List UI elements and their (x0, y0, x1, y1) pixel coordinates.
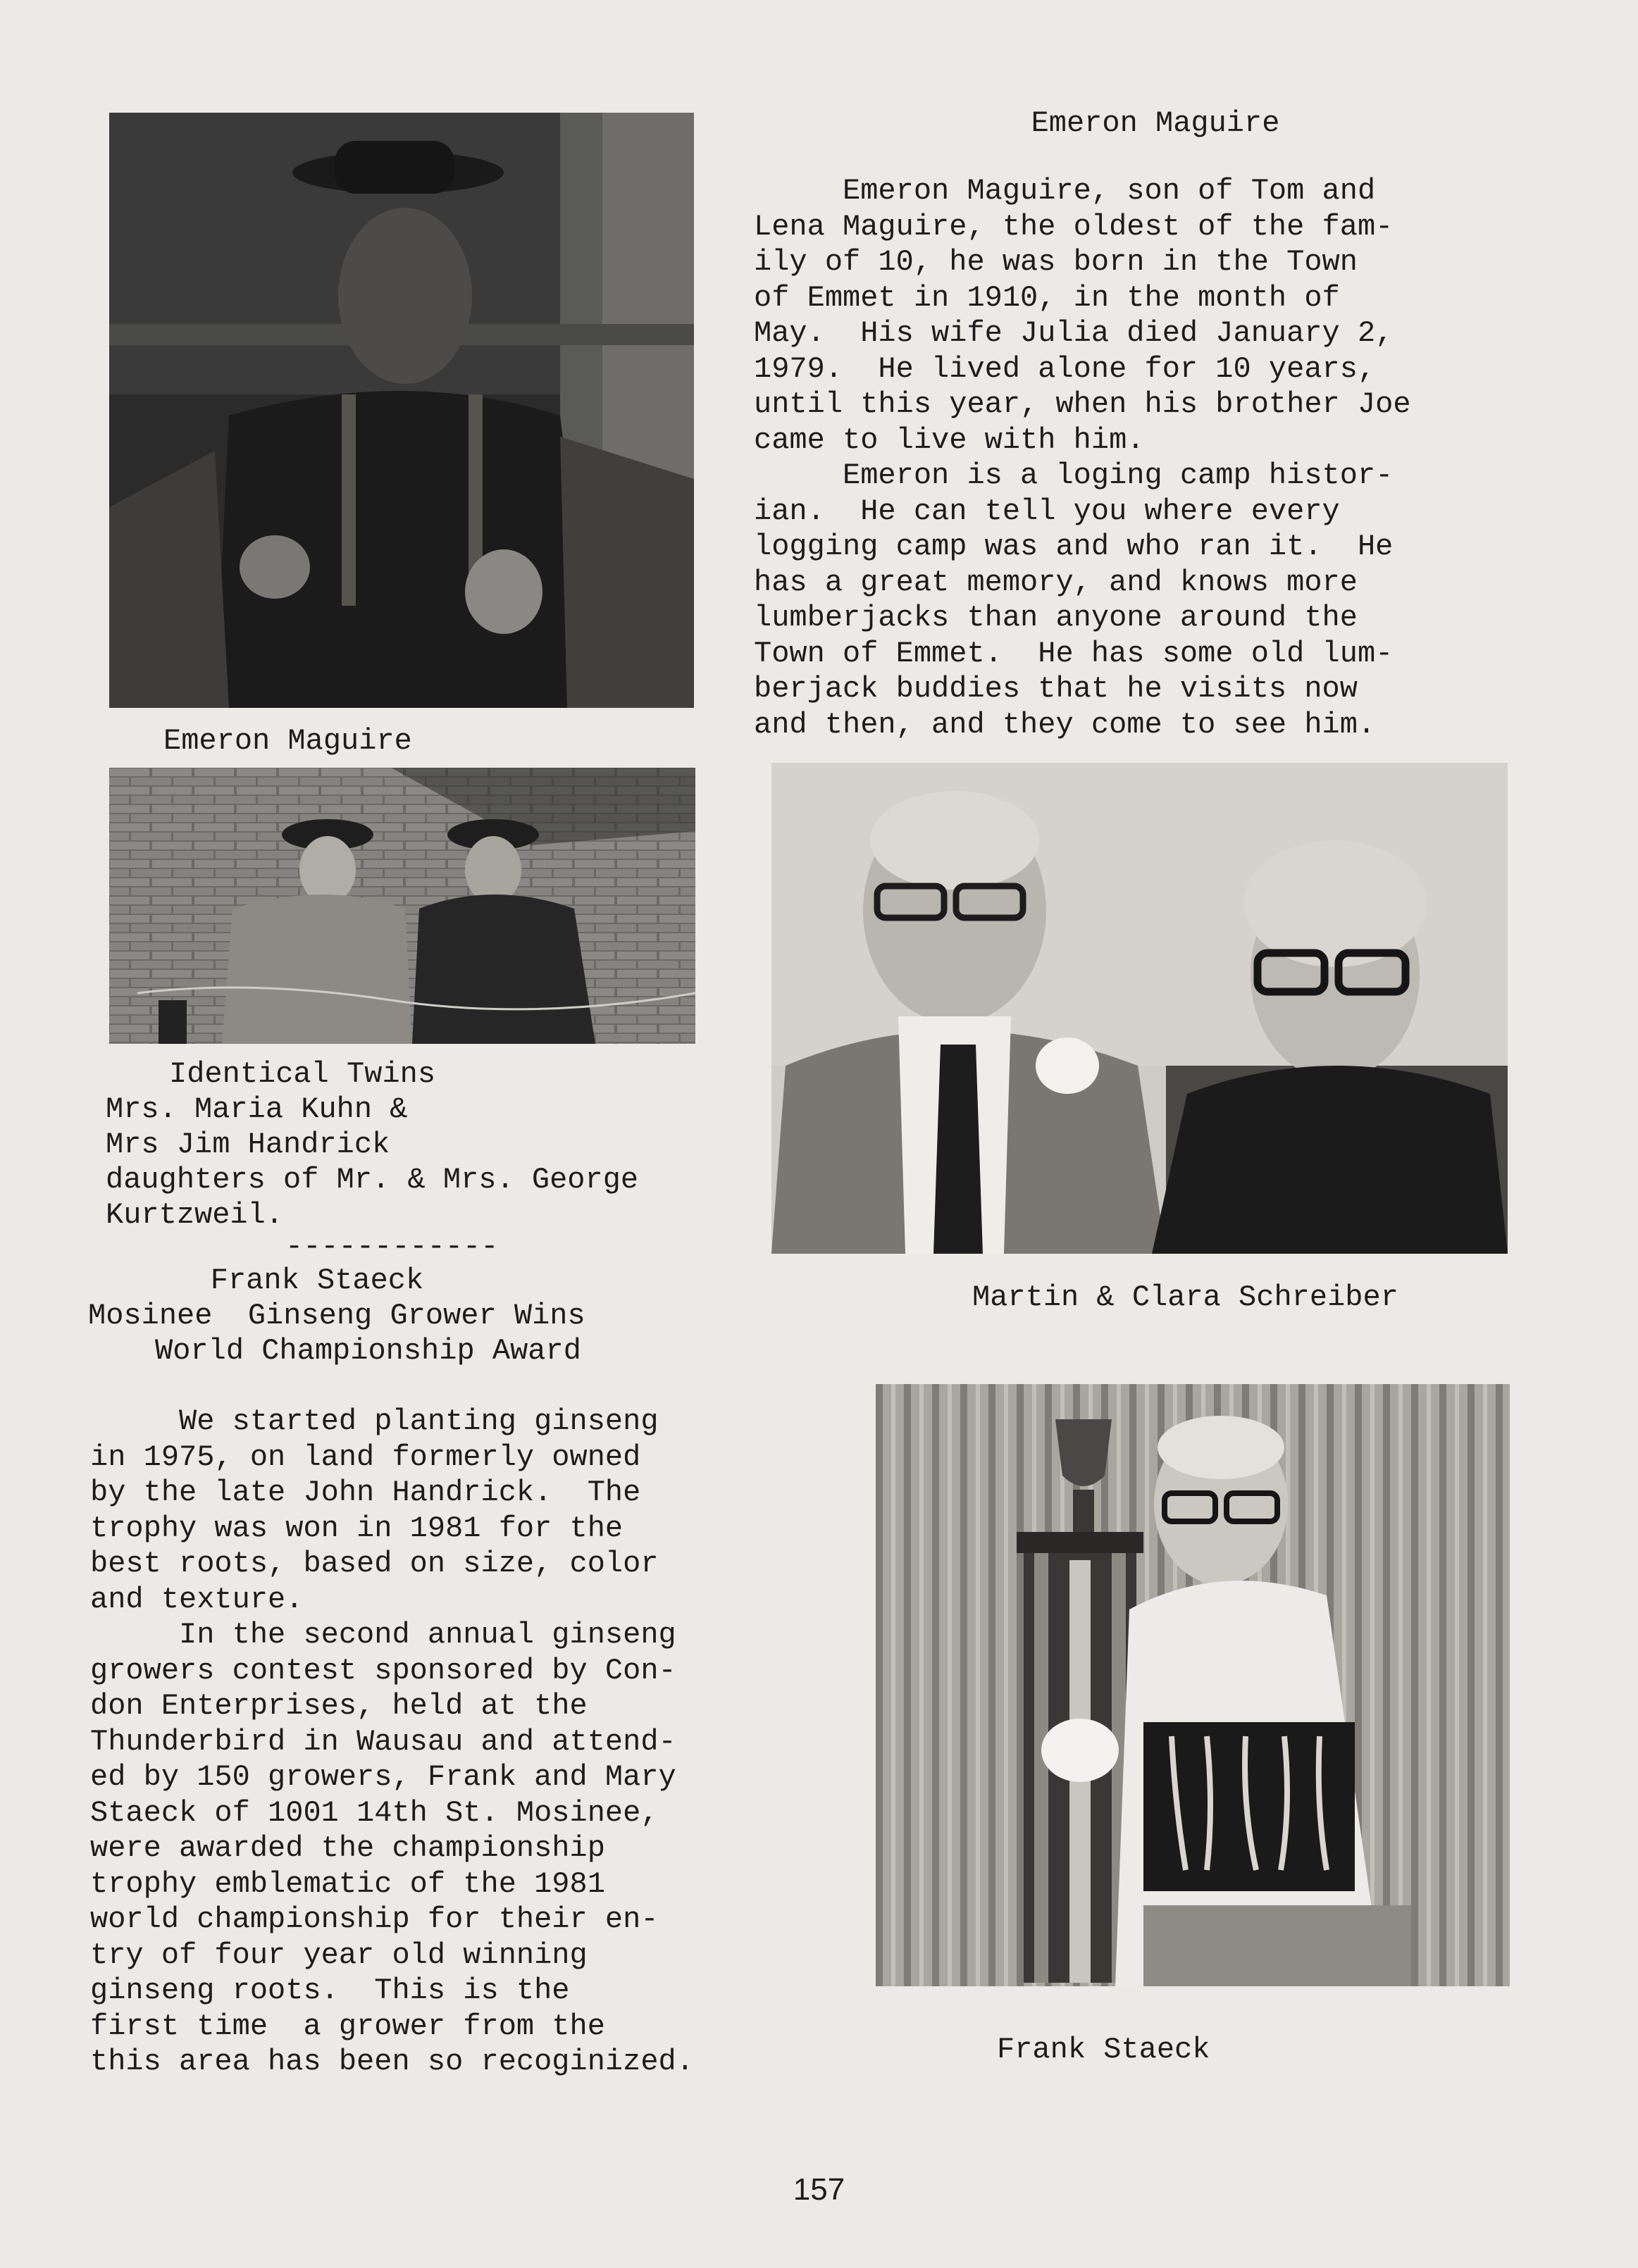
article-title-staeck (88, 1263, 722, 1369)
text-line: ian. He can tell you where every (754, 494, 1340, 528)
text-line: We started planting ginseng (90, 1404, 659, 1438)
caption-emeron-maguire: Emeron Maguire (163, 724, 412, 758)
text-line: and then, and they come to see him. (754, 707, 1376, 742)
text-line: don Enterprises, held at the (90, 1689, 588, 1723)
text-line: were awarded the championship (90, 1831, 605, 1865)
caption-frank-staeck: Frank Staeck (997, 2033, 1210, 2067)
text-line: Staeck of 1001 14th St. Mosinee, (90, 1795, 659, 1830)
photo-emeron-image (109, 113, 694, 708)
text-line: this area has been so recoginized. (90, 2045, 694, 2079)
text-line: of Emmet in 1910, in the month of (754, 280, 1340, 315)
text-line: 1979. He lived alone for 10 years, (754, 351, 1376, 386)
text-line: best roots, based on size, color (90, 1547, 659, 1581)
text-line: in 1975, on land formerly owned (90, 1440, 641, 1474)
caption-line: Kurtzweil. (106, 1198, 284, 1232)
caption-line: Identical Twins (169, 1057, 436, 1091)
text-line: growers contest sponsored by Con- (90, 1653, 676, 1688)
section-divider: ------------ (285, 1230, 499, 1264)
text-line: In the second annual ginseng (90, 1618, 676, 1652)
photo-martin-clara-schreiber (771, 763, 1508, 1254)
text-line: and texture. (90, 1582, 304, 1616)
page-number: 157 (793, 2172, 845, 2207)
text-line: trophy emblematic of the 1981 (90, 1867, 605, 1901)
text-line: logging camp was and who ran it. He (754, 530, 1394, 563)
text-line: berjack buddies that he visits now (754, 672, 1358, 706)
text-line: first time a grower from the (90, 2009, 605, 2043)
text-line: lumberjacks than anyone around the (754, 601, 1358, 635)
text-line: Emeron is a loging camp histor- (754, 459, 1394, 492)
text-line: has a great memory, and knows more (754, 565, 1358, 599)
title-line: Mosinee Ginseng Grower Wins (88, 1299, 585, 1333)
caption-line: Mrs Jim Handrick (106, 1128, 390, 1161)
photo-schreiber-image (771, 763, 1508, 1254)
caption-schreiber: Martin & Clara Schreiber (972, 1281, 1398, 1314)
title-line: Frank Staeck (210, 1264, 424, 1297)
text-line: came to live with him. (754, 423, 1145, 457)
photo-identical-twins (109, 768, 695, 1044)
text-line: trophy was won in 1981 for the (90, 1511, 623, 1545)
text-line: until this year, when his brother Joe (754, 387, 1411, 421)
title-line: World Championship Award (155, 1334, 581, 1368)
text-line: Thunderbird in Wausau and attend- (90, 1724, 676, 1759)
photo-frank-staeck (876, 1384, 1510, 1986)
text-line: try of four year old winning (90, 1938, 588, 1972)
text-line: Emeron Maguire, son of Tom and (754, 174, 1376, 208)
text-line: Town of Emmet. He has some old lum- (754, 636, 1394, 671)
caption-line: Mrs. Maria Kuhn & (106, 1092, 408, 1126)
caption-identical-twins (106, 1057, 638, 1233)
text-line: ed by 150 growers, Frank and Mary (90, 1760, 676, 1794)
text-line: ginseng roots. This is the (90, 1974, 570, 2007)
article-body-staeck (90, 1404, 694, 2080)
photo-twins-image (109, 768, 695, 1044)
photo-emeron-maguire (109, 113, 694, 708)
text-line: Lena Maguire, the oldest of the fam- (754, 209, 1394, 244)
photo-staeck-image (876, 1384, 1510, 1986)
text-line: May. His wife Julia died January 2, (754, 316, 1394, 350)
caption-line: daughters of Mr. & Mrs. George (106, 1163, 639, 1197)
text-line: world championship for their en- (90, 1902, 659, 1936)
text-line: by the late John Handrick. The (90, 1476, 641, 1509)
text-line: ily of 10, he was born in the Town (754, 245, 1358, 279)
article-body-emeron (754, 173, 1411, 742)
article-title-emeron: Emeron Maguire (1031, 106, 1280, 140)
